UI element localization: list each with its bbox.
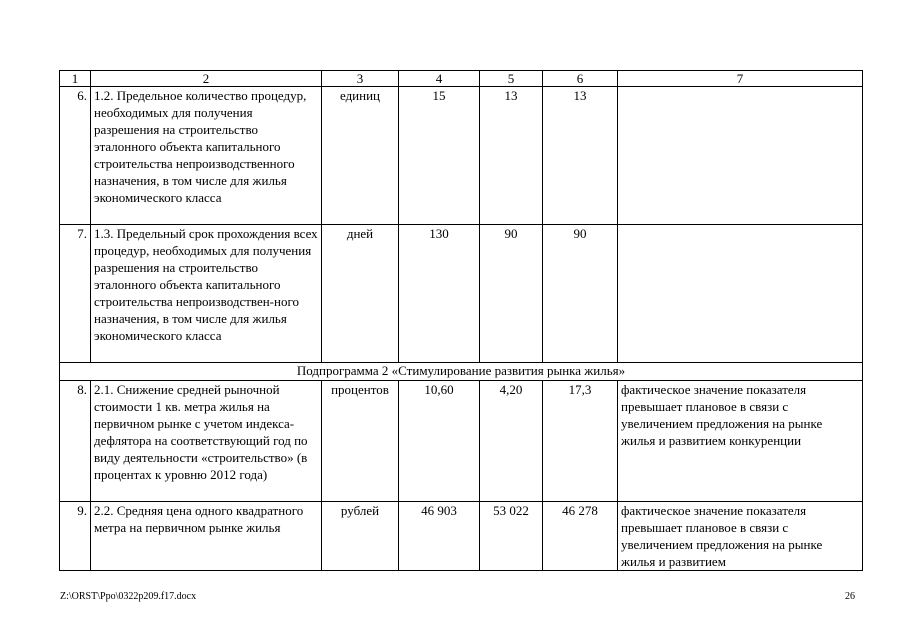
value-col6: 17,3	[543, 381, 618, 502]
file-path: Z:\ORST\Ppo\0322p209.f17.docx	[60, 591, 197, 602]
subprogram-title: Подпрограмма 2 «Стимулирование развития рынка жилья»	[60, 363, 863, 381]
row-number: 7.	[60, 225, 91, 363]
value-col6: 13	[543, 87, 618, 225]
table-row	[60, 225, 863, 363]
value-col5: 90	[480, 225, 543, 363]
unit-cell: процентов	[322, 381, 399, 502]
indicator-name: 1.2. Предельное количество процедур, необходимых для получения разрешения на строительство эталонного объекта капитального строительства непроизводственного назначения, в том числе для жилья экономического класса	[91, 87, 322, 225]
value-col4: 10,60	[399, 381, 480, 502]
table-row	[60, 381, 863, 502]
value-col4: 15	[399, 87, 480, 225]
table-row	[60, 87, 863, 225]
header-cell: 7	[618, 71, 863, 87]
note-cell	[618, 87, 863, 225]
indicator-name: 2.2. Средняя цена одного квадратного метра на первичном рынке жилья	[91, 502, 322, 571]
row-number: 6.	[60, 87, 91, 225]
header-cell: 2	[91, 71, 322, 87]
header-cell: 3	[322, 71, 399, 87]
row-number: 8.	[60, 381, 91, 502]
indicator-name: 1.3. Предельный срок прохождения всех процедур, необходимых для получения разрешения на строительство эталонного объекта капитального строительства непроизводствен-ного назначения, в том числе для жилья экономического класса	[91, 225, 322, 363]
value-col5: 53 022	[480, 502, 543, 571]
row-number: 9.	[60, 502, 91, 571]
value-col5: 13	[480, 87, 543, 225]
note-cell: фактическое значение показателя превышает плановое в связи с увеличением предложения на рынке жилья и развитием конкуренции	[618, 381, 863, 502]
note-cell	[618, 225, 863, 363]
note-cell: фактическое значение показателя превышает плановое в связи с увеличением предложения на рынке жилья и развитием	[618, 502, 863, 571]
indicator-name: 2.1. Снижение средней рыночной стоимости 1 кв. метра жилья на первичном рынке с учетом индекса-дефлятора на соответствующий год по виду деятельности «строительство» (в процентах к уровню 2012 года)	[91, 381, 322, 502]
indicators-table	[59, 70, 863, 571]
value-col6: 46 278	[543, 502, 618, 571]
value-col6: 90	[543, 225, 618, 363]
page-number: 26	[845, 591, 855, 602]
unit-cell: дней	[322, 225, 399, 363]
unit-cell: единиц	[322, 87, 399, 225]
header-cell: 6	[543, 71, 618, 87]
header-cell: 5	[480, 71, 543, 87]
value-col4: 130	[399, 225, 480, 363]
value-col5: 4,20	[480, 381, 543, 502]
table-header-row	[60, 71, 863, 87]
table-row	[60, 502, 863, 571]
header-cell: 4	[399, 71, 480, 87]
unit-cell: рублей	[322, 502, 399, 571]
header-cell: 1	[60, 71, 91, 87]
value-col4: 46 903	[399, 502, 480, 571]
subprogram-row	[60, 363, 863, 381]
